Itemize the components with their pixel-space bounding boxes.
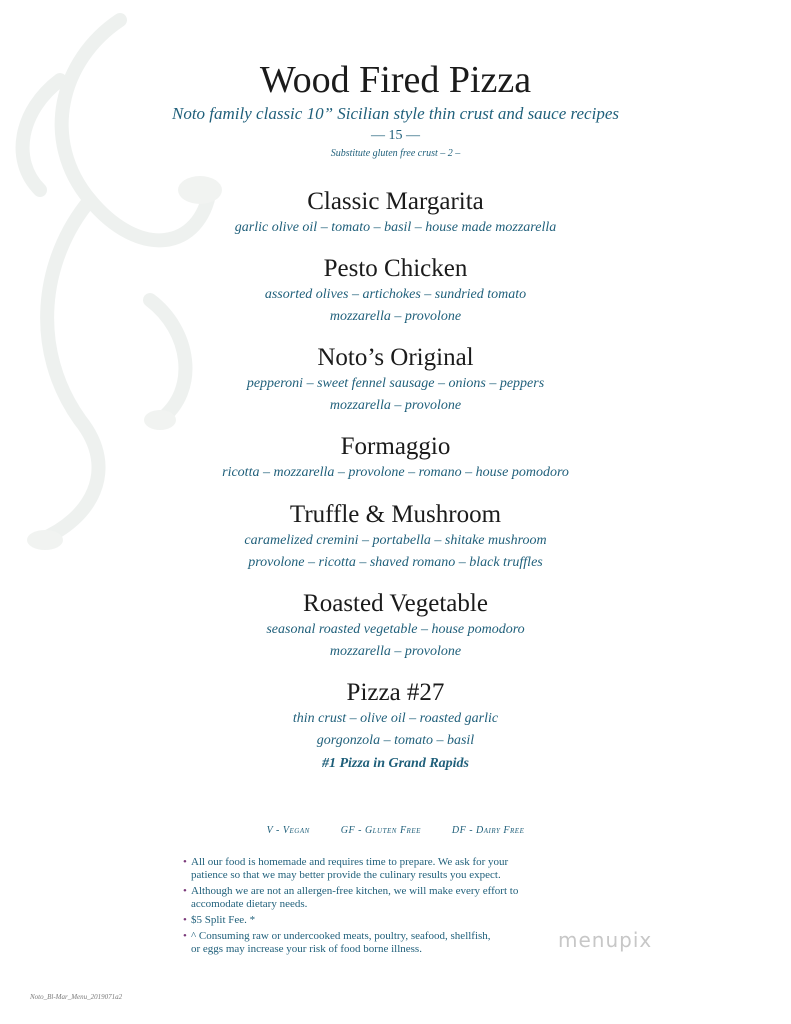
item-description: mozzarella – provolone [329,398,462,413]
item-name: Formaggio [340,433,451,460]
item-description: seasonal roasted vegetable – house pomodoro [266,622,525,637]
item-description: garlic olive oil – tomato – basil – house made mozzarella [234,220,557,235]
item-name: Truffle & Mushroom [289,501,502,528]
item-name: Noto’s Original [317,344,474,371]
menu-item-truffle-mushroom [0,500,791,574]
menu-item-formaggio [0,432,791,484]
note-homemade: • All our food is homemade and requires time to prepare. We ask for your patience so that we may better provide the culinary results you expect. [183,856,509,881]
menu-item-roasted-vegetable [0,589,791,663]
item-description: mozzarella – provolone [329,644,462,659]
item-name: Classic Margarita [307,188,484,215]
item-description: assorted olives – artichokes – sundried tomato [264,287,527,302]
item-description: caramelized cremini – portabella – shitake mushroom [244,533,547,548]
gluten-free-note: Substitute gluten free crust – 2 – [330,148,461,159]
bullet-icon: • [183,885,187,897]
menu-item-pizza-27 [0,678,791,776]
legend-dairy-free: DF - Dairy Free [451,825,525,836]
award-line: #1 Pizza in Grand Rapids [321,756,470,771]
item-description: ricotta – mozzarella – provolone – romano – house pomodoro [222,465,569,480]
menu-notes [183,856,583,959]
item-name: Roasted Vegetable [303,590,488,617]
bullet-icon: • [183,856,187,868]
item-description: thin crust – olive oil – roasted garlic [292,711,499,726]
menu-item-notos-original [0,343,791,417]
legend-gluten-free: GF - Gluten Free [340,825,421,836]
note-allergen: • Although we are not an allergen-free kitchen, we will make every effort to accomodate dietary needs. [183,885,519,910]
item-name: Pizza #27 [346,679,445,706]
bullet-icon: • [183,930,187,942]
item-description: mozzarella – provolone [329,309,462,324]
item-name: Pesto Chicken [323,255,468,282]
item-description: gorgonzola – tomato – basil [316,733,475,748]
base-price: — 15 — [371,128,420,143]
diet-legend [0,825,791,836]
note-split-fee: • $5 Split Fee. * [183,914,256,926]
item-description: pepperoni – sweet fennel sausage – onions – peppers [246,376,545,391]
menu-item-classic-margarita [0,187,791,239]
menu-item-pesto-chicken [0,254,791,328]
menu-subtitle: Noto family classic 10” Sicilian style thin crust and sauce recipes [172,104,619,123]
legend-vegan: V - Vegan [266,825,310,836]
note-raw-food-warning: • ^ Consuming raw or undercooked meats, poultry, seafood, shellfish, or eggs may increase your risk of food borne illness. [183,930,491,955]
footer-file-code: Noto_Bl-Mar_Menu_2019071a2 [30,993,123,1001]
menupix-watermark: menupix [558,928,653,952]
bullet-icon: • [183,914,187,926]
menu-title: Wood Fired Pizza [259,59,532,101]
item-description: provolone – ricotta – shaved romano – black truffles [248,555,543,570]
